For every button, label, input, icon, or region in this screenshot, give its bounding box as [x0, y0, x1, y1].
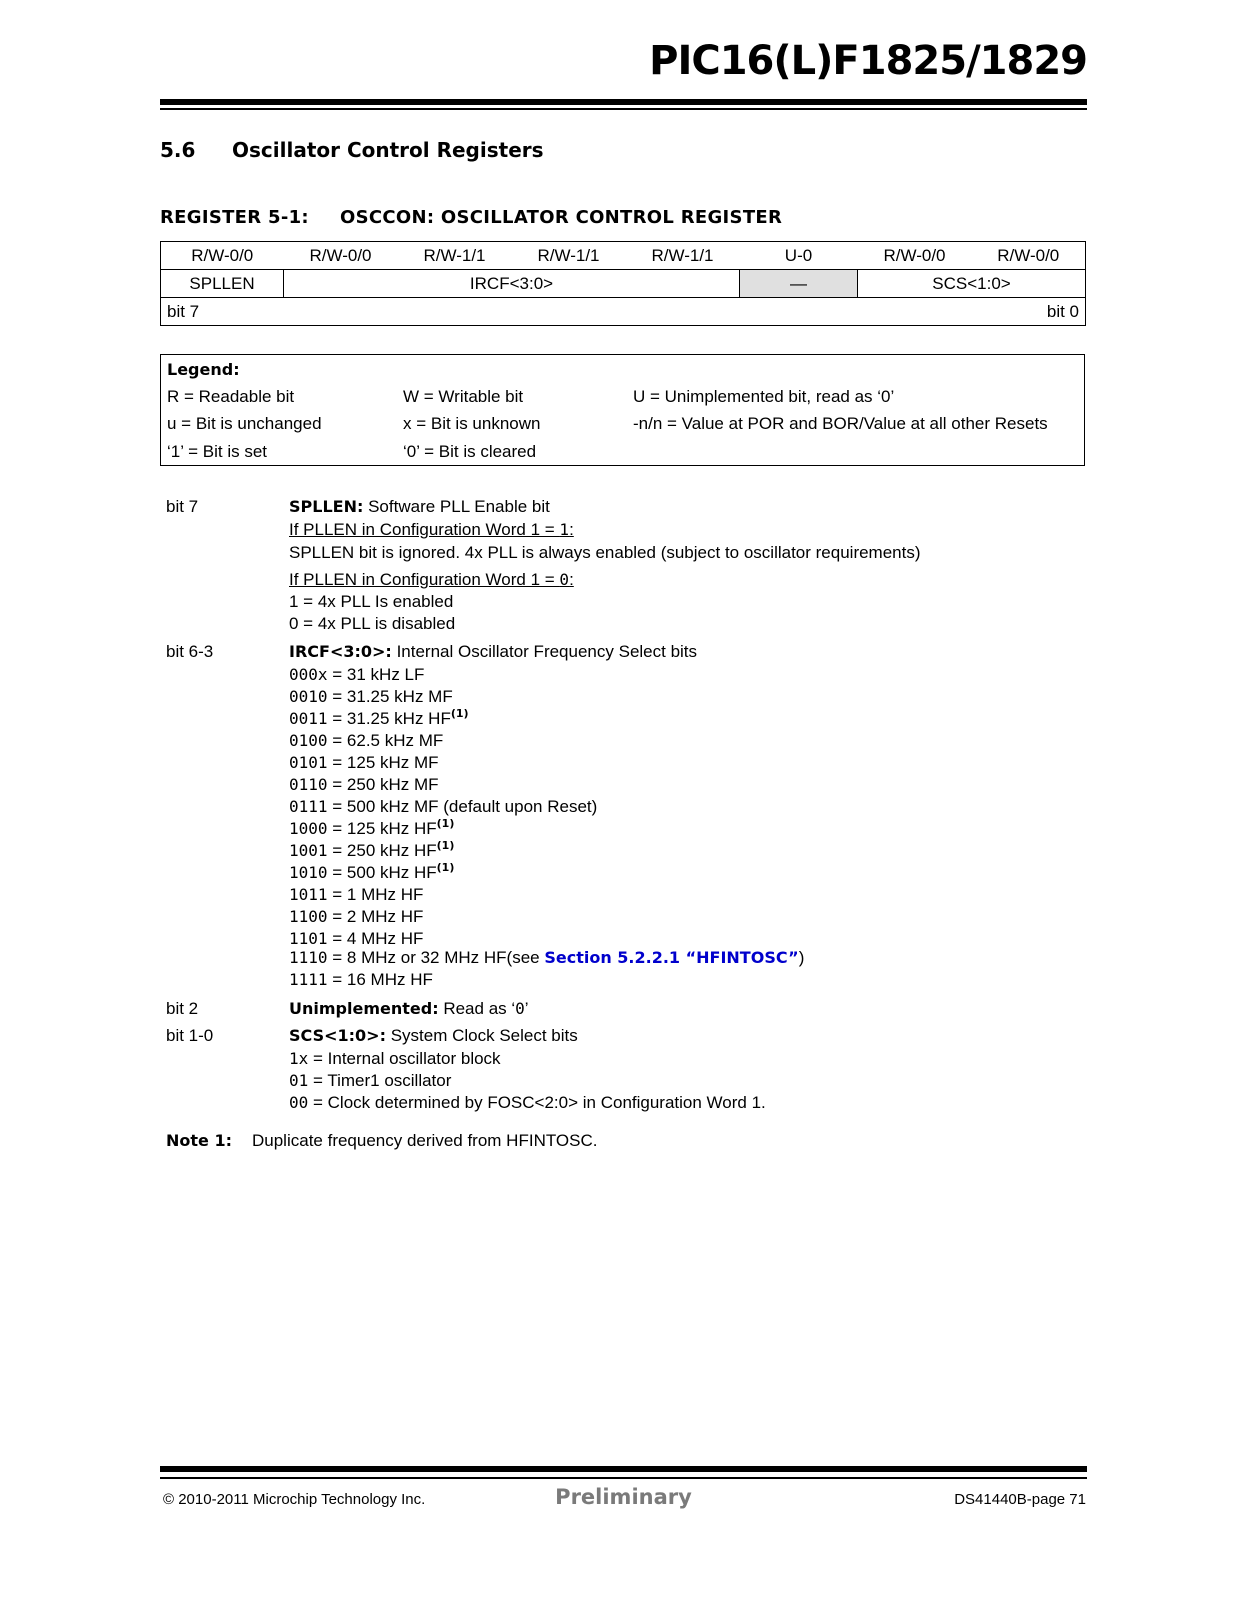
option-line — [289, 1049, 501, 1069]
option-line — [289, 709, 469, 729]
option-line — [289, 885, 423, 905]
legend-box — [160, 354, 1085, 466]
footer-copyright: © 2010-2011 Microchip Technology Inc. — [163, 1491, 426, 1508]
bit-desc-end: ’ — [524, 999, 529, 1018]
option-code: 0101 — [289, 753, 328, 772]
option-code: 1111 — [289, 970, 328, 989]
section-number: 5.6 — [160, 138, 196, 162]
option-text: = 31.25 kHz HF — [327, 709, 451, 728]
option-text: = 1 MHz HF — [327, 885, 424, 904]
legend-title: Legend: — [167, 360, 240, 379]
field-unimplemented: — — [740, 270, 858, 298]
field-spllen: SPLLEN — [161, 270, 284, 298]
option-code: 0110 — [289, 775, 328, 794]
option-line — [289, 907, 423, 927]
field-ircf: IRCF<3:0> — [284, 270, 740, 298]
option-text: = 2 MHz HF — [327, 907, 424, 926]
option-code: 1010 — [289, 863, 328, 882]
option-end: ) — [798, 948, 805, 967]
option-line — [289, 1071, 451, 1091]
option-text: = 125 kHz HF — [327, 819, 437, 838]
option-line — [289, 775, 439, 795]
document-title: PIC16(L)F1825/1829 — [649, 38, 1087, 84]
footnote-ref: (1) — [436, 817, 455, 830]
option-line — [289, 687, 453, 707]
access-cell: R/W-0/0 — [972, 242, 1086, 270]
bit-high-label: bit 7 — [167, 301, 200, 321]
legend-cell: ‘1’ = Bit is set — [167, 442, 267, 461]
bit-low-label: bit 0 — [1046, 301, 1079, 321]
condition-line — [289, 520, 574, 540]
register-label: REGISTER 5-1: — [160, 207, 309, 228]
access-cell: R/W-1/1 — [626, 242, 740, 270]
option-code: 1000 — [289, 819, 328, 838]
option-code: 0010 — [289, 687, 328, 706]
legend-cell: u = Bit is unchanged — [167, 414, 322, 433]
bit-label: bit 7 — [166, 497, 199, 516]
legend-cell: ‘0’ = Bit is cleared — [403, 442, 537, 461]
section-heading — [160, 138, 544, 162]
option-code: 000x — [289, 665, 328, 684]
option-line — [289, 948, 804, 968]
bit-order-row — [161, 298, 1086, 326]
footer-status: Preliminary — [555, 1485, 692, 1509]
option-line — [289, 665, 424, 685]
option-text: = 16 MHz HF — [327, 970, 433, 989]
option-text: = 8 MHz or 32 MHz HF(see — [327, 948, 545, 967]
option-code: 0100 — [289, 731, 328, 750]
note-text: Duplicate frequency derived from HFINTOSC. — [252, 1131, 598, 1150]
option-text: = 62.5 kHz MF — [327, 731, 444, 750]
field-scs: SCS<1:0> — [858, 270, 1086, 298]
bit-value: 0 — [515, 999, 525, 1018]
section-link[interactable]: Section 5.2.2.1 “HFINTOSC” — [544, 948, 799, 967]
bit-desc: Read as ‘ — [443, 999, 516, 1018]
bit-desc: Internal Oscillator Frequency Select bits — [396, 642, 698, 661]
condition-text: If PLLEN in Configuration Word 1 = — [289, 570, 560, 589]
option-text: = 500 kHz MF (default upon Reset) — [327, 797, 598, 816]
register-bit-table — [160, 241, 1086, 326]
access-cell: R/W-1/1 — [398, 242, 512, 270]
footnote — [166, 1131, 597, 1151]
bit-label: bit 2 — [166, 999, 199, 1018]
legend-cell: U = Unimplemented bit, read as ‘0’ — [633, 387, 895, 406]
option-text: = Timer1 oscillator — [308, 1071, 452, 1090]
option-code: 01 — [289, 1071, 309, 1090]
bit-desc: Software PLL Enable bit — [368, 497, 550, 516]
bit-title — [289, 497, 550, 517]
option-text: = 250 kHz MF — [327, 775, 439, 794]
footer-rule-thick — [160, 1466, 1087, 1472]
bit-label: bit 1-0 — [166, 1026, 214, 1045]
access-cell: R/W-1/1 — [512, 242, 626, 270]
section-title: Oscillator Control Registers — [232, 138, 544, 162]
bit-name: Unimplemented: — [289, 999, 439, 1018]
bit-label: bit 6-3 — [166, 642, 214, 661]
option-line — [289, 731, 443, 751]
legend-cell: x = Bit is unknown — [403, 414, 541, 433]
option-line — [289, 863, 454, 883]
option-text: = 250 kHz HF — [327, 841, 437, 860]
condition-value: 0 — [559, 570, 570, 589]
option-code: 1001 — [289, 841, 328, 860]
header-rule-thin — [160, 108, 1087, 110]
option-text: = Clock determined by FOSC<2:0> in Configuration Word 1. — [308, 1093, 766, 1112]
bit-title — [289, 1026, 578, 1046]
footnote-ref: (1) — [436, 861, 455, 874]
footer-page: DS41440B-page 71 — [954, 1491, 1086, 1508]
option-code: 0111 — [289, 797, 328, 816]
option-line — [289, 753, 439, 773]
bit-name: SCS<1:0>: — [289, 1026, 386, 1045]
legend-cell: R = Readable bit — [167, 387, 295, 406]
header-rule-thick — [160, 99, 1087, 105]
condition-colon: : — [569, 570, 574, 589]
option-code: 1x — [289, 1049, 309, 1068]
option-line — [289, 970, 433, 990]
condition-value: 1 — [559, 520, 570, 539]
option-text: = 500 kHz HF — [327, 863, 437, 882]
legend-cell: W = Writable bit — [403, 387, 524, 406]
access-cell: R/W-0/0 — [284, 242, 398, 270]
footer-rule-thin — [160, 1477, 1087, 1479]
option-text: = 31.25 kHz MF — [327, 687, 453, 706]
access-row — [161, 242, 1086, 270]
option-code: 1110 — [289, 948, 328, 967]
option-code: 1011 — [289, 885, 328, 904]
option-line — [289, 929, 423, 949]
bit-title — [289, 999, 529, 1019]
field-row — [161, 270, 1086, 298]
option-code: 1101 — [289, 929, 328, 948]
access-cell: R/W-0/0 — [858, 242, 972, 270]
option-text: = 4 MHz HF — [327, 929, 424, 948]
option-text: = Internal oscillator block — [308, 1049, 501, 1068]
option-code: 0011 — [289, 709, 328, 728]
register-title: OSCCON: OSCILLATOR CONTROL REGISTER — [340, 207, 783, 228]
access-cell: R/W-0/0 — [161, 242, 284, 270]
bit-title — [289, 642, 697, 662]
option-line — [289, 841, 454, 861]
note-label: Note 1: — [166, 1131, 232, 1150]
option-line: 0 = 4x PLL is disabled — [289, 614, 456, 633]
option-code: 00 — [289, 1093, 309, 1112]
condition-text: If PLLEN in Configuration Word 1 = — [289, 520, 560, 539]
footnote-ref: (1) — [436, 839, 455, 852]
bit-name: SPLLEN: — [289, 497, 364, 516]
option-text: = 125 kHz MF — [327, 753, 439, 772]
option-line — [289, 797, 597, 817]
condition-colon: : — [569, 520, 574, 539]
bit-name: IRCF<3:0>: — [289, 642, 392, 661]
register-heading — [160, 207, 782, 228]
condition-line — [289, 570, 574, 590]
bit-desc: System Clock Select bits — [390, 1026, 578, 1045]
option-line — [289, 819, 454, 839]
legend-cell: -n/n = Value at POR and BOR/Value at all other Resets — [633, 414, 1048, 433]
footnote-ref: (1) — [450, 707, 469, 720]
option-line: 1 = 4x PLL Is enabled — [289, 592, 454, 611]
option-text: = 31 kHz LF — [327, 665, 425, 684]
option-line — [289, 1093, 766, 1113]
access-cell: U-0 — [740, 242, 858, 270]
option-code: 1100 — [289, 907, 328, 926]
condition-result: SPLLEN bit is ignored. 4x PLL is always enabled (subject to oscillator requirements) — [289, 543, 921, 562]
